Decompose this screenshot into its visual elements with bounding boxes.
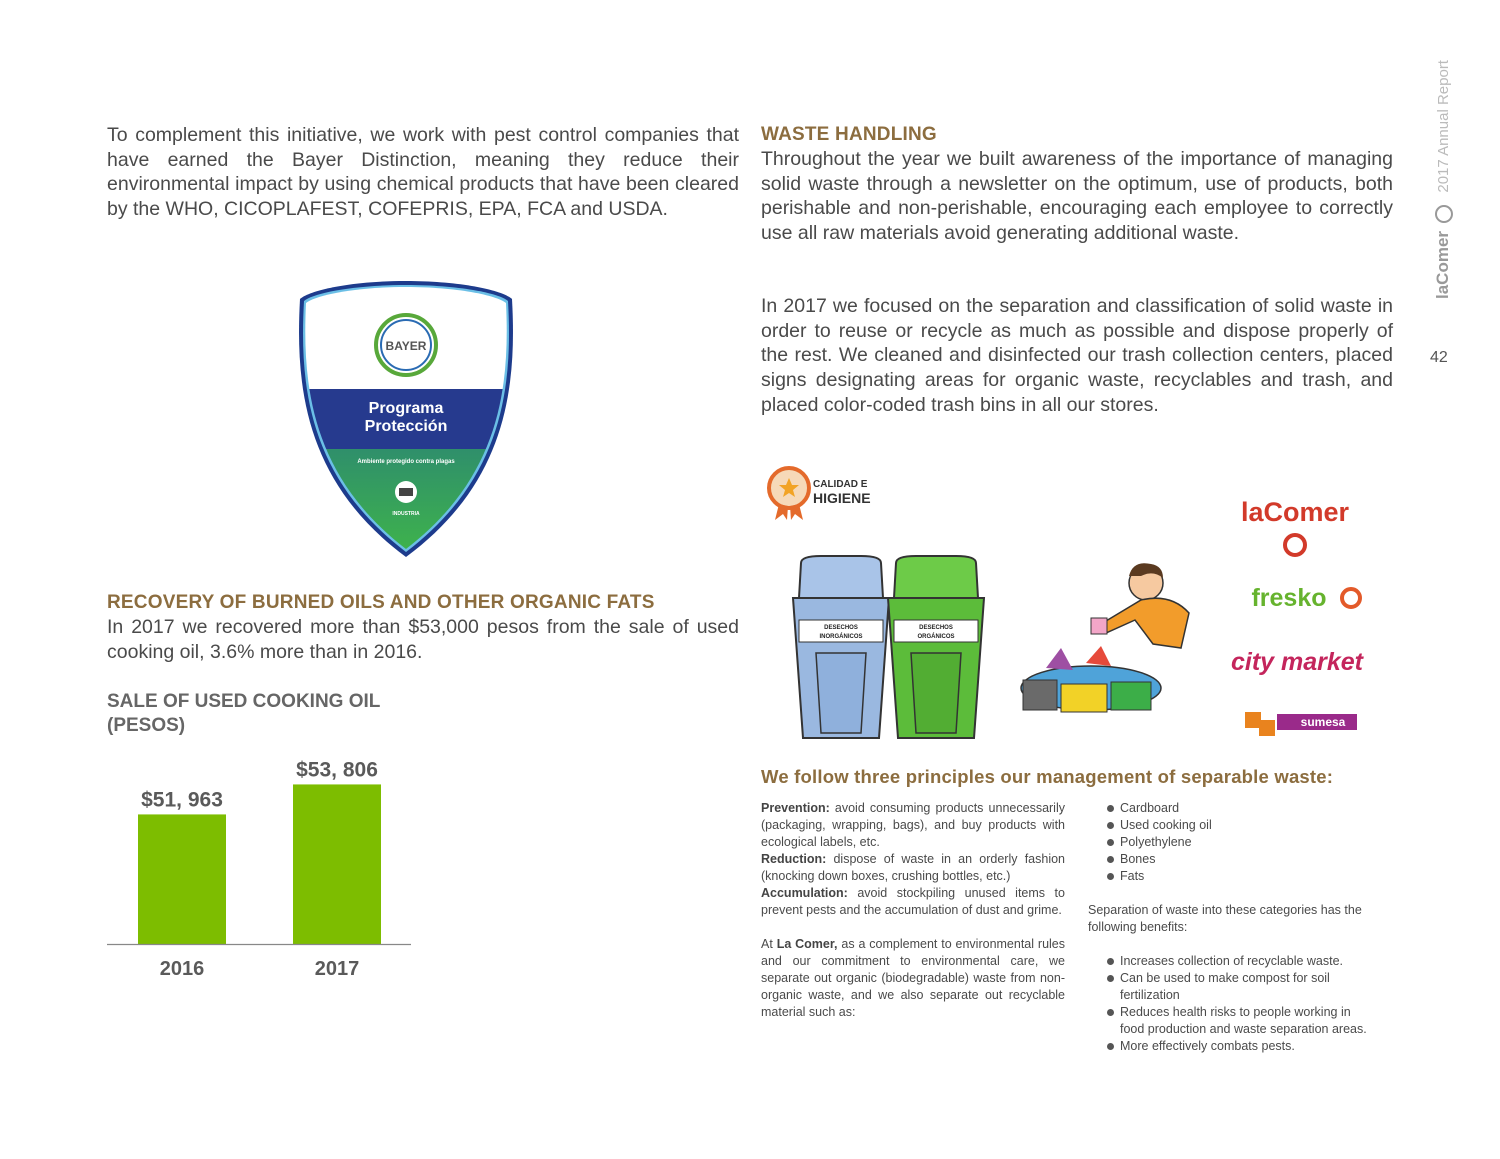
principle-term: Prevention: [761, 801, 830, 815]
lacomer-prefix: At [761, 937, 777, 951]
waste-paragraph-2: In 2017 we focused on the separation and classification of solid waste in order to reuse or recycle as much as possible and dispose properly of the rest. We cleaned and disinfected our trash collection centers, placed signs designating areas for organic waste, recyclables and trash, and placed color-coded trash bins in all our stores. [761, 295, 1393, 416]
chart-bar-2017 [293, 784, 381, 944]
page-number: 42 [1430, 349, 1448, 366]
logo-city-market: city market [1230, 648, 1364, 676]
principle-reduction [761, 851, 1065, 885]
list-item: Fats [1104, 868, 1394, 885]
seal-text-1: CALIDAD E [813, 479, 868, 490]
brand-logo-text: laComer [1432, 230, 1452, 299]
bin1-label-2: INORGÁNICOS [819, 634, 863, 640]
lacomer-paragraph [761, 936, 1065, 1021]
principle-text: dispose of waste in an orderly fashion (knocking down boxes, crushing bottles, etc.) [761, 852, 1065, 883]
side-header-rotated [1433, 60, 1453, 380]
inorganic-bin [793, 556, 889, 738]
list-item: Used cooking oil [1104, 817, 1394, 834]
chart-title-line-2: (PESOS) [107, 715, 186, 736]
chart-title-line-1: SALE OF USED COOKING OIL [107, 691, 381, 712]
waste-heading: WASTE HANDLING [761, 124, 937, 145]
principle-accumulation [761, 885, 1065, 919]
chart-title [107, 690, 380, 738]
chart-data-label-2016: $51, 963 [141, 788, 223, 812]
logo-sumesa: sumesa [1300, 715, 1346, 729]
oils-heading: RECOVERY OF BURNED OILS AND OTHER ORGANIC FATS [107, 592, 655, 613]
list-item: Reduces health risks to people working in food production and waste separation areas. [1104, 1004, 1374, 1038]
materials-column [1088, 800, 1394, 1055]
bin2-label-2: ORGÁNICOS [917, 634, 955, 640]
cooking-oil-chart-svg [100, 735, 420, 990]
chart-tick-label-2016: 2016 [159, 958, 205, 980]
brand-logo-icon [1435, 205, 1453, 223]
principle-term: Reduction: [761, 852, 827, 866]
bayer-badge-title-2: Protección [364, 418, 448, 435]
oils-paragraph: In 2017 we recovered more than $53,000 pesos from the sale of used cooking oil, 3.6% more than in 2016. [107, 616, 739, 663]
bin1-label-1: DESECHOS [824, 625, 858, 631]
logo-fresko: fresko [1251, 584, 1327, 612]
list-item: More effectively combats pests. [1104, 1038, 1374, 1055]
lacomer-text: as a complement to environmental rules and our commitment to environmental care, we separate out organic (biodegradable) waste from non-organic waste, and we also separate out recyclable material such as: [761, 937, 1065, 1019]
list-item: Bones [1104, 851, 1394, 868]
principles-column [761, 800, 1065, 1021]
seal-text-2: HIGIENE [813, 490, 871, 506]
principle-term: Accumulation: [761, 886, 848, 900]
bayer-badge-graphic [296, 277, 516, 557]
report-label: 2017 Annual Report [1434, 60, 1452, 193]
bayer-badge-subtitle: Ambiente protegido contra plagas [357, 459, 455, 465]
principle-text: avoid stockpiling unused items to prevent pests and the accumulation of dust and grime. [761, 886, 1065, 917]
bayer-badge-title-1: Programa [368, 400, 444, 417]
benefits-intro: Separation of waste into these categories has the following benefits: [1088, 903, 1362, 934]
chart-bar-2016 [138, 814, 226, 944]
logo-lacomer: laComer [1240, 497, 1350, 527]
organic-bin [888, 556, 984, 738]
benefits-list [1104, 953, 1374, 1055]
principles-heading: We follow three principles our management of separable waste: [761, 766, 1334, 787]
list-item: Increases collection of recyclable waste. [1104, 953, 1374, 970]
chart-tick-label-2017: 2017 [314, 958, 360, 980]
chart-data-label-2017: $53, 806 [296, 758, 378, 782]
list-item: Polyethylene [1104, 834, 1394, 851]
list-item: Can be used to make compost for soil fertilization [1104, 970, 1374, 1004]
waste-illustration [761, 448, 1393, 750]
lacomer-name: La Comer, [776, 937, 838, 951]
principle-text: avoid consuming products unnecessarily (packaging, wrapping, bags), and buy products with ecological labels, etc. [761, 801, 1065, 849]
cooking-oil-chart [100, 735, 420, 990]
bayer-badge-brand: BAYER [385, 339, 427, 353]
bayer-badge-footer: INDUSTRIA [392, 511, 420, 517]
principle-prevention [761, 800, 1065, 851]
bayer-badge [296, 277, 516, 557]
person-sorting-waste [1021, 563, 1189, 712]
waste-illustration-graphic [761, 448, 1393, 750]
bin2-label-1: DESECHOS [919, 625, 953, 631]
intro-paragraph: To complement this initiative, we work with pest control companies that have earned the Bayer Distinction, meaning they reduce their environmental impact by using chemical products that have been cleared by the WHO, CICOPLAFEST, COFEPRIS, EPA, FCA and USDA. [107, 124, 739, 221]
list-item: Cardboard [1104, 800, 1394, 817]
materials-list [1104, 800, 1394, 885]
side-header [1433, 60, 1453, 380]
waste-paragraph-1: Throughout the year we built awareness of the importance of managing solid waste through a newsletter on the optimum, use of products, both perishable and non-perishable, encouraging each employee to correctly use all raw materials avoid generating additional waste. [761, 148, 1393, 245]
